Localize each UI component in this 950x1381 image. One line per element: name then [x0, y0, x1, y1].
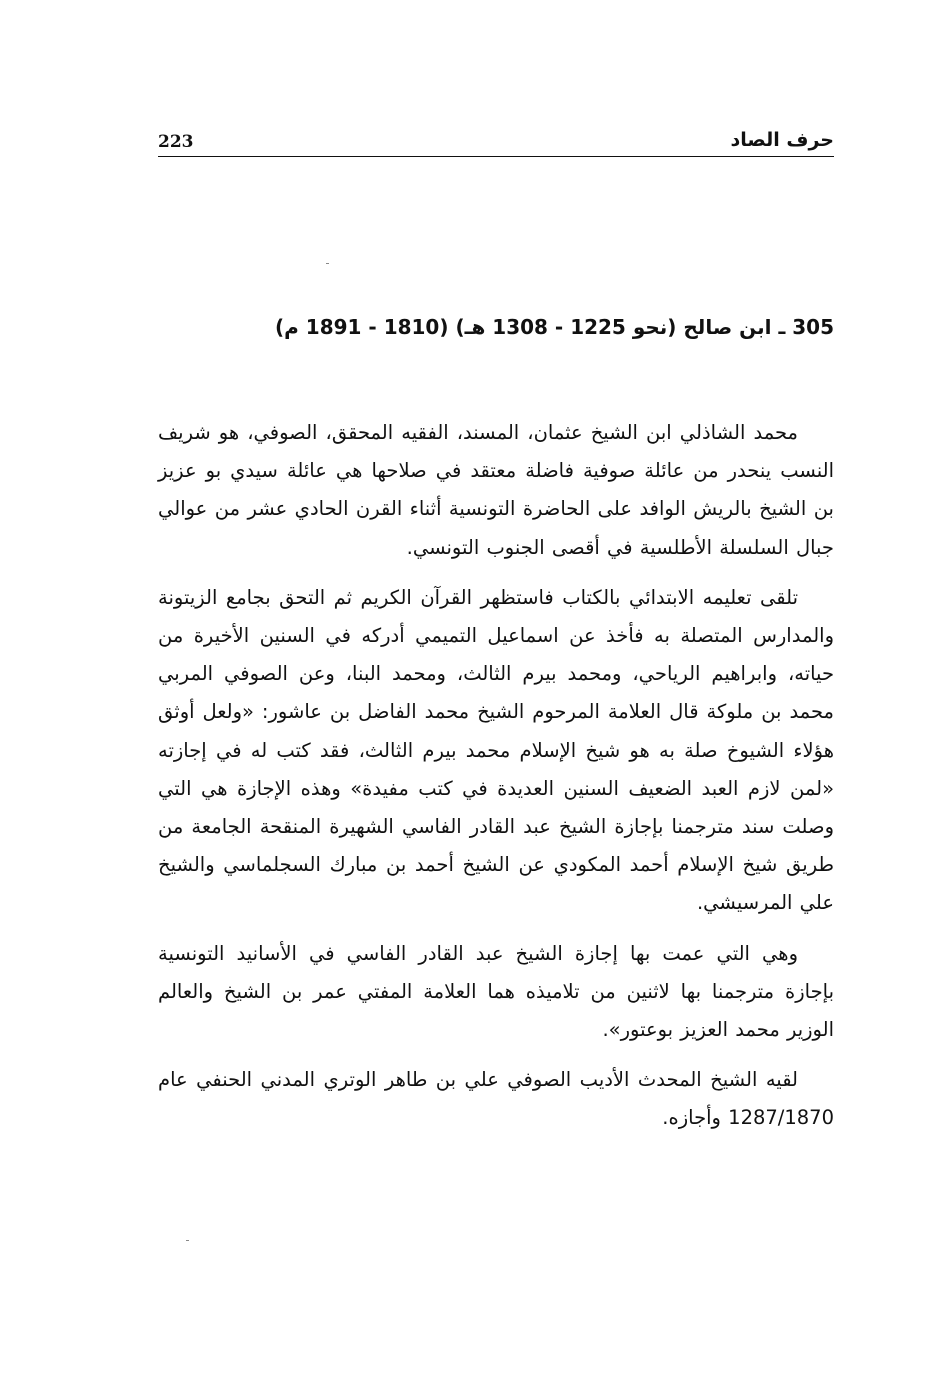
- paragraph-meeting: لقيه الشيخ المحدث الأديب الصوفي علي بن طاهر الوتري المدني الحنفي عام 1287/1870 وأجازه.: [158, 1068, 834, 1130]
- entry-body: [158, 414, 834, 1150]
- paragraph-education: تلقى تعليمه الابتدائي بالكتاب فاستظهر القرآن الكريم ثم التحق بجامع الزيتونة والمدارس المتصلة به فأخذ عن اسماعيل التميمي أدركه في السنين الأخيرة من حياته، وابراهيم الرياحي، ومحمد بيرم الثالث، ومحمد البنا، وعن الصوفي المربي محمد بن ملوكة قال العلامة المرحوم الشيخ محمد الفاضل بن عاشور: «ولعل أوثق هؤلاء الشيوخ صلة به هو شيخ الإسلام محمد بيرم الثالث، فقد كتب له في إجازته «لمن لازم العبد الضعيف السنين العديدة في كتب مفيدة» وهذه الإجازة هي التي وصلت سند مترجمنا بإجازة الشيخ عبد القادر الفاسي الشهيرة المنقحة الجامعة من طريق شيخ الإسلام أحمد المكودي عن الشيخ أحمد بن مبارك السجلماسي والشيخ علي المرسيشي.: [158, 585, 834, 915]
- paragraph-biography: محمد الشاذلي ابن الشيخ عثمان، المسند، الفقيه المحقق، الصوفي، هو شريف النسب ينحدر من عائلة صوفية فاضلة معتقد في صلاحها هي عائلة سيدي بو عزيز بن الشيخ بالريش الوافد على الحاضرة التونسية أثناء القرن الحادي عشر من عوالي جبال السلسلة الأطلسية في أقصى الجنوب التونسي.: [158, 421, 834, 559]
- scan-speck: [186, 1240, 189, 1241]
- running-head: [158, 128, 834, 158]
- running-title: حرف الصاد: [730, 129, 834, 151]
- header-rule: [158, 156, 834, 157]
- paragraph-ijaza: وهي التي عمت بها إجازة الشيخ عبد القادر الفاسي في الأسانيد التونسية بإجازة مترجمنا بها لاثنين من تلاميذه هما العلامة المفتي عمر بن الشيخ والعالم الوزير محمد العزيز بوعتور».: [158, 941, 834, 1042]
- page-number: 223: [158, 132, 194, 152]
- scan-speck: [326, 263, 329, 264]
- entry-heading: 305 ـ ابن صالح (نحو 1225 - 1308 هـ) (1810 - 1891 م): [275, 315, 834, 339]
